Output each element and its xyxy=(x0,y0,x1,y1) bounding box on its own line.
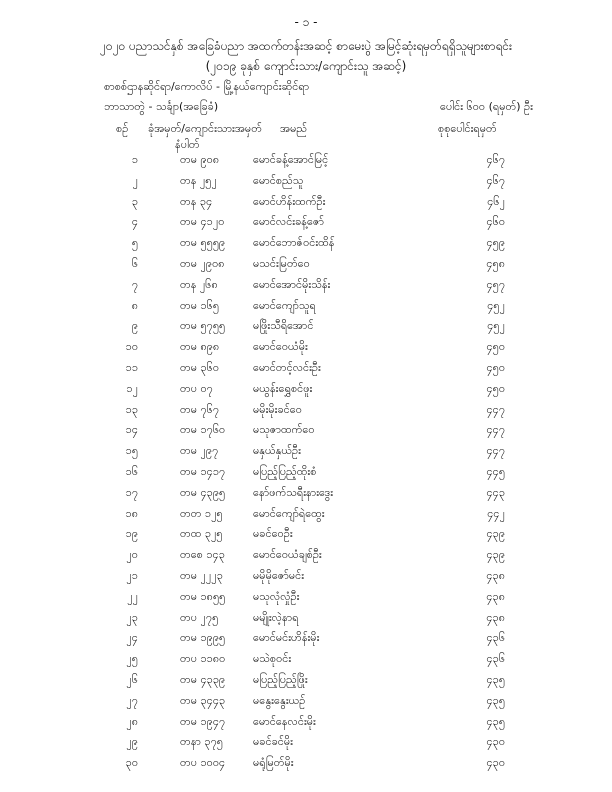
serial-number: ၂၃ xyxy=(126,610,138,624)
roll-number: တန ၂၅၂ xyxy=(180,173,217,187)
roll-number: တမ ၁၉၉၅ xyxy=(180,631,226,645)
serial-number: ၃၀ xyxy=(125,756,138,770)
roll-number: တမ ၅၅၅၉ xyxy=(180,236,226,250)
total-marks: ၄၃၈ xyxy=(486,568,505,582)
table-row xyxy=(0,587,612,608)
student-name: နော်ဖက်သရီးနားဒွေး xyxy=(253,485,334,499)
table-row xyxy=(0,171,612,192)
roll-number: တမ ၉၀၈ xyxy=(180,153,220,166)
student-name: မောင်ဘောဇ်ဝင်းထိန် xyxy=(253,236,335,250)
serial-number: ၁ xyxy=(131,153,138,166)
total-marks: ၄၃၆ xyxy=(486,652,505,666)
table-row xyxy=(0,233,612,254)
serial-number: ၂၄ xyxy=(126,631,138,645)
total-marks: ၄၄၇ xyxy=(486,444,505,458)
student-name: မမိုးမိုးခင်ဝေ xyxy=(253,402,302,416)
total-marks: ၄၄၇ xyxy=(486,423,505,437)
table-row xyxy=(0,483,612,504)
student-name: မဖြိုးသီရိအောင် xyxy=(253,319,314,333)
student-name: မောင်မင်းဟိန်းမိုး xyxy=(253,631,320,645)
total-marks: ၄၅၂ xyxy=(487,298,505,312)
total-marks: ၄၆၀ xyxy=(486,215,505,229)
roll-number: တပ ၁၁၈၀ xyxy=(180,652,226,666)
total-marks: ၄၃၉ xyxy=(486,527,505,541)
roll-number: တန ၂၆၈ xyxy=(180,277,218,291)
total-marks: ၄၅၀ xyxy=(486,360,505,374)
serial-number: ၂၈ xyxy=(126,714,138,728)
serial-number: ၁၉ xyxy=(125,527,138,541)
roll-number: တမ ၃၆၀ xyxy=(180,360,220,374)
total-marks: ၄၅၂ xyxy=(487,319,505,333)
student-name: မောင်ကျော်သူရ xyxy=(253,298,316,312)
roll-number: တနာ ၃၇၅ xyxy=(180,735,223,749)
total-marks: ၄၅၇ xyxy=(486,277,505,291)
roll-number: တမ ၁၉၄၇ xyxy=(180,714,226,728)
total-marks: ၄၃၅ xyxy=(486,672,505,686)
total-label: ပေါင်း ၆၀၀ (ရမှတ်) ဦး xyxy=(440,100,533,113)
serial-number: ၁၆ xyxy=(125,464,138,478)
serial-number: ၃ xyxy=(131,194,138,208)
serial-number: ၂၁ xyxy=(126,568,138,582)
student-name: မသုဇာထက်ဝေ xyxy=(253,423,315,437)
total-marks: ၄၆၇ xyxy=(486,153,505,166)
results-list xyxy=(0,150,612,774)
serial-number: ၁၃ xyxy=(125,402,138,416)
serial-number: ၇ xyxy=(131,277,138,291)
table-row xyxy=(0,628,612,649)
student-name: မောင်ဟိန်းထက်ဦး xyxy=(253,194,326,208)
table-row xyxy=(0,753,612,774)
roll-number: တထ ၃၂၅ xyxy=(180,527,223,541)
table-row xyxy=(0,420,612,441)
total-marks: ၄၃၈ xyxy=(486,589,505,603)
roll-number: တန ၃၄ xyxy=(180,194,213,208)
roll-number: တမ ၄၃၉၅ xyxy=(180,485,226,499)
serial-number: ၂ xyxy=(132,173,138,187)
student-name: မခင်ခင်မိုး xyxy=(253,735,293,749)
serial-number: ၂၅ xyxy=(126,652,138,666)
table-row xyxy=(0,649,612,670)
student-name: မောင်ဝေယံမိုး xyxy=(253,340,308,354)
roll-number: တပ ၁၀၀၄ xyxy=(180,756,226,770)
serial-number: ၈ xyxy=(131,298,138,312)
table-row xyxy=(0,566,612,587)
roll-number: တမ ၁၆၅ xyxy=(180,298,220,312)
document-title: ၂၀၂၀ ပညာသင်နှစ် အခြေခံပညာ အထက်တန်းအဆင့် စာမေးပွဲ အမြင့်ဆုံးရမှတ်ရရှိသူများစာရင်း xyxy=(99,39,513,53)
table-row xyxy=(0,691,612,712)
table-row xyxy=(0,545,612,566)
student-name: မောင်လင်းခန့်ဇော် xyxy=(253,215,325,229)
student-name: မသင်းမြတ်ဝေ xyxy=(253,256,310,270)
header-roll: ခုံအမှတ်/ကျောင်းသားအမှတ် xyxy=(148,122,262,135)
table-row xyxy=(0,192,612,213)
roll-number: တမ ၇၆၇ xyxy=(180,402,220,416)
total-marks: ၄၅၉ xyxy=(486,236,505,250)
roll-number: တမ ၅၇၅၅ xyxy=(180,319,226,333)
serial-number: ၁၁ xyxy=(125,360,138,374)
student-name: မောင်စည်သူ xyxy=(253,173,304,187)
total-marks: ၄၅၈ xyxy=(486,256,505,270)
table-row xyxy=(0,296,612,317)
student-name: မမျိုးလဲ့နာရ xyxy=(253,610,299,624)
total-marks: ၄၃၆ xyxy=(486,631,505,645)
table-row xyxy=(0,254,612,275)
serial-number: ၄ xyxy=(131,215,138,229)
table-row xyxy=(0,337,612,358)
page-number: - ၁ - xyxy=(294,15,318,29)
student-name: မသဲစုဝင်း xyxy=(253,652,292,666)
header-roll-sub: နံပါတ် xyxy=(175,138,200,151)
student-name: မောင်ကျော်ရဲထွေး xyxy=(253,506,325,520)
total-marks: ၄၃၅ xyxy=(486,693,505,707)
roll-number: တတ ၁၂၅ xyxy=(180,506,223,520)
serial-number: ၂၆ xyxy=(126,672,138,686)
table-row xyxy=(0,524,612,545)
roll-number: တမ ၂၂၂၃ xyxy=(180,568,223,582)
total-marks: ၄၆၇ xyxy=(486,173,505,187)
serial-number: ၁၅ xyxy=(125,444,138,458)
student-name: မနှယ်နှယ်ဦး xyxy=(253,444,301,458)
table-row xyxy=(0,712,612,733)
roll-number: တမ ၃၄၄၃ xyxy=(180,693,226,707)
document-subtitle: (၂၀၁၉ ခုနှစ် ကျောင်းသား/ကျောင်းသူ အဆင့်) xyxy=(205,59,407,73)
student-name: မပြည့်ပြည့်ဖြိုး xyxy=(253,672,308,686)
serial-number: ၂၀ xyxy=(126,548,138,562)
serial-number: ၁၄ xyxy=(125,423,138,437)
student-name: မောင်ခန့်အောင်မြင့် xyxy=(253,153,329,166)
total-marks: ၄၅၀ xyxy=(486,381,505,395)
header-sn: စဉ် xyxy=(116,122,129,135)
table-row xyxy=(0,504,612,525)
roll-number: တမ ၂၉၀၈ xyxy=(180,256,225,270)
serial-number: ၆ xyxy=(131,256,138,270)
roll-number: တမ ၁၄၁၇ xyxy=(180,464,226,478)
table-row xyxy=(0,670,612,691)
total-marks: ၄၄၅ xyxy=(486,464,505,478)
total-marks: ၄၃၅ xyxy=(486,714,505,728)
table-row xyxy=(0,379,612,400)
combination-line: ဘာသာတွဲ - သင်္ချာ(အခြေခံ) xyxy=(104,100,219,113)
roll-number: တပ ၂၇၅ xyxy=(180,610,219,624)
table-row xyxy=(0,462,612,483)
student-name: မနွေးနွေးယဉ် xyxy=(253,693,306,707)
roll-number: တပ ၀၇ xyxy=(180,381,213,395)
table-row xyxy=(0,732,612,753)
roll-number: တမ ၈၉၈ xyxy=(180,340,220,354)
region-line: စာစစ်ဌာနဆိုင်ရာ/ကောလိပ် - မြို့နယ်ကျောင်းဆိုင်ရာ xyxy=(104,80,310,93)
serial-number: ၅ xyxy=(131,236,138,250)
total-marks: ၄၃၀ xyxy=(486,735,505,749)
roll-number: တမ ၁၈၅၅ xyxy=(180,589,226,603)
roll-number: တမ ၂၉၇ xyxy=(180,444,219,458)
total-marks: ၄၃၈ xyxy=(486,610,505,624)
table-row xyxy=(0,316,612,337)
total-marks: ၄၄၇ xyxy=(486,402,505,416)
table-row xyxy=(0,358,612,379)
student-name: မယွန်းရွှေစင်ဖူး xyxy=(253,381,313,395)
serial-number: ၂၇ xyxy=(126,693,138,707)
serial-number: ၁၀ xyxy=(125,340,138,354)
student-name: မောင်ဝေယံချစ်ဦး xyxy=(253,548,322,562)
student-name: မပြည့်ပြည့်ထိုးစံ xyxy=(253,464,317,478)
total-marks: ၄၃၀ xyxy=(486,756,505,770)
header-marks: စုစုပေါင်းရမှတ် xyxy=(438,122,497,135)
roll-number: တမ ၁၇၆၀ xyxy=(180,423,226,437)
header-name: အမည် xyxy=(280,122,308,135)
table-row xyxy=(0,608,612,629)
serial-number: ၉ xyxy=(131,319,138,333)
total-marks: ၄၄၃ xyxy=(486,485,505,499)
total-marks: ၄၆၂ xyxy=(487,194,505,208)
serial-number: ၂၂ xyxy=(127,589,138,603)
table-row xyxy=(0,212,612,233)
serial-number: ၁၈ xyxy=(125,506,138,520)
table-row xyxy=(0,150,612,171)
student-name: မခင်ဝေဦး xyxy=(253,527,293,541)
student-name: မမိုမိုဇော်မင်း xyxy=(253,568,305,582)
student-name: မောင်တင့်လင်းဦး xyxy=(253,360,321,374)
student-name: မရုံမြတ်မိုး xyxy=(253,756,294,770)
roll-number: တစေ ၁၄၃ xyxy=(180,548,225,562)
table-row xyxy=(0,400,612,421)
total-marks: ၄၃၉ xyxy=(486,548,505,562)
total-marks: ၄၄၂ xyxy=(487,506,505,520)
student-name: မောင်နေလင်းမိုး xyxy=(253,714,316,728)
serial-number: ၁၇ xyxy=(125,485,138,499)
student-name: မောင်အောင်မိုးသိန်း xyxy=(253,277,331,291)
serial-number: ၂၉ xyxy=(126,735,138,749)
student-name: မသုလုံလှုံဦး xyxy=(253,589,300,603)
table-row xyxy=(0,441,612,462)
table-row xyxy=(0,275,612,296)
roll-number: တမ ၄၁၂၀ xyxy=(180,215,225,229)
roll-number: တမ ၄၃၃၉ xyxy=(180,672,226,686)
total-marks: ၄၅၀ xyxy=(486,340,505,354)
serial-number: ၁၂ xyxy=(126,381,138,395)
